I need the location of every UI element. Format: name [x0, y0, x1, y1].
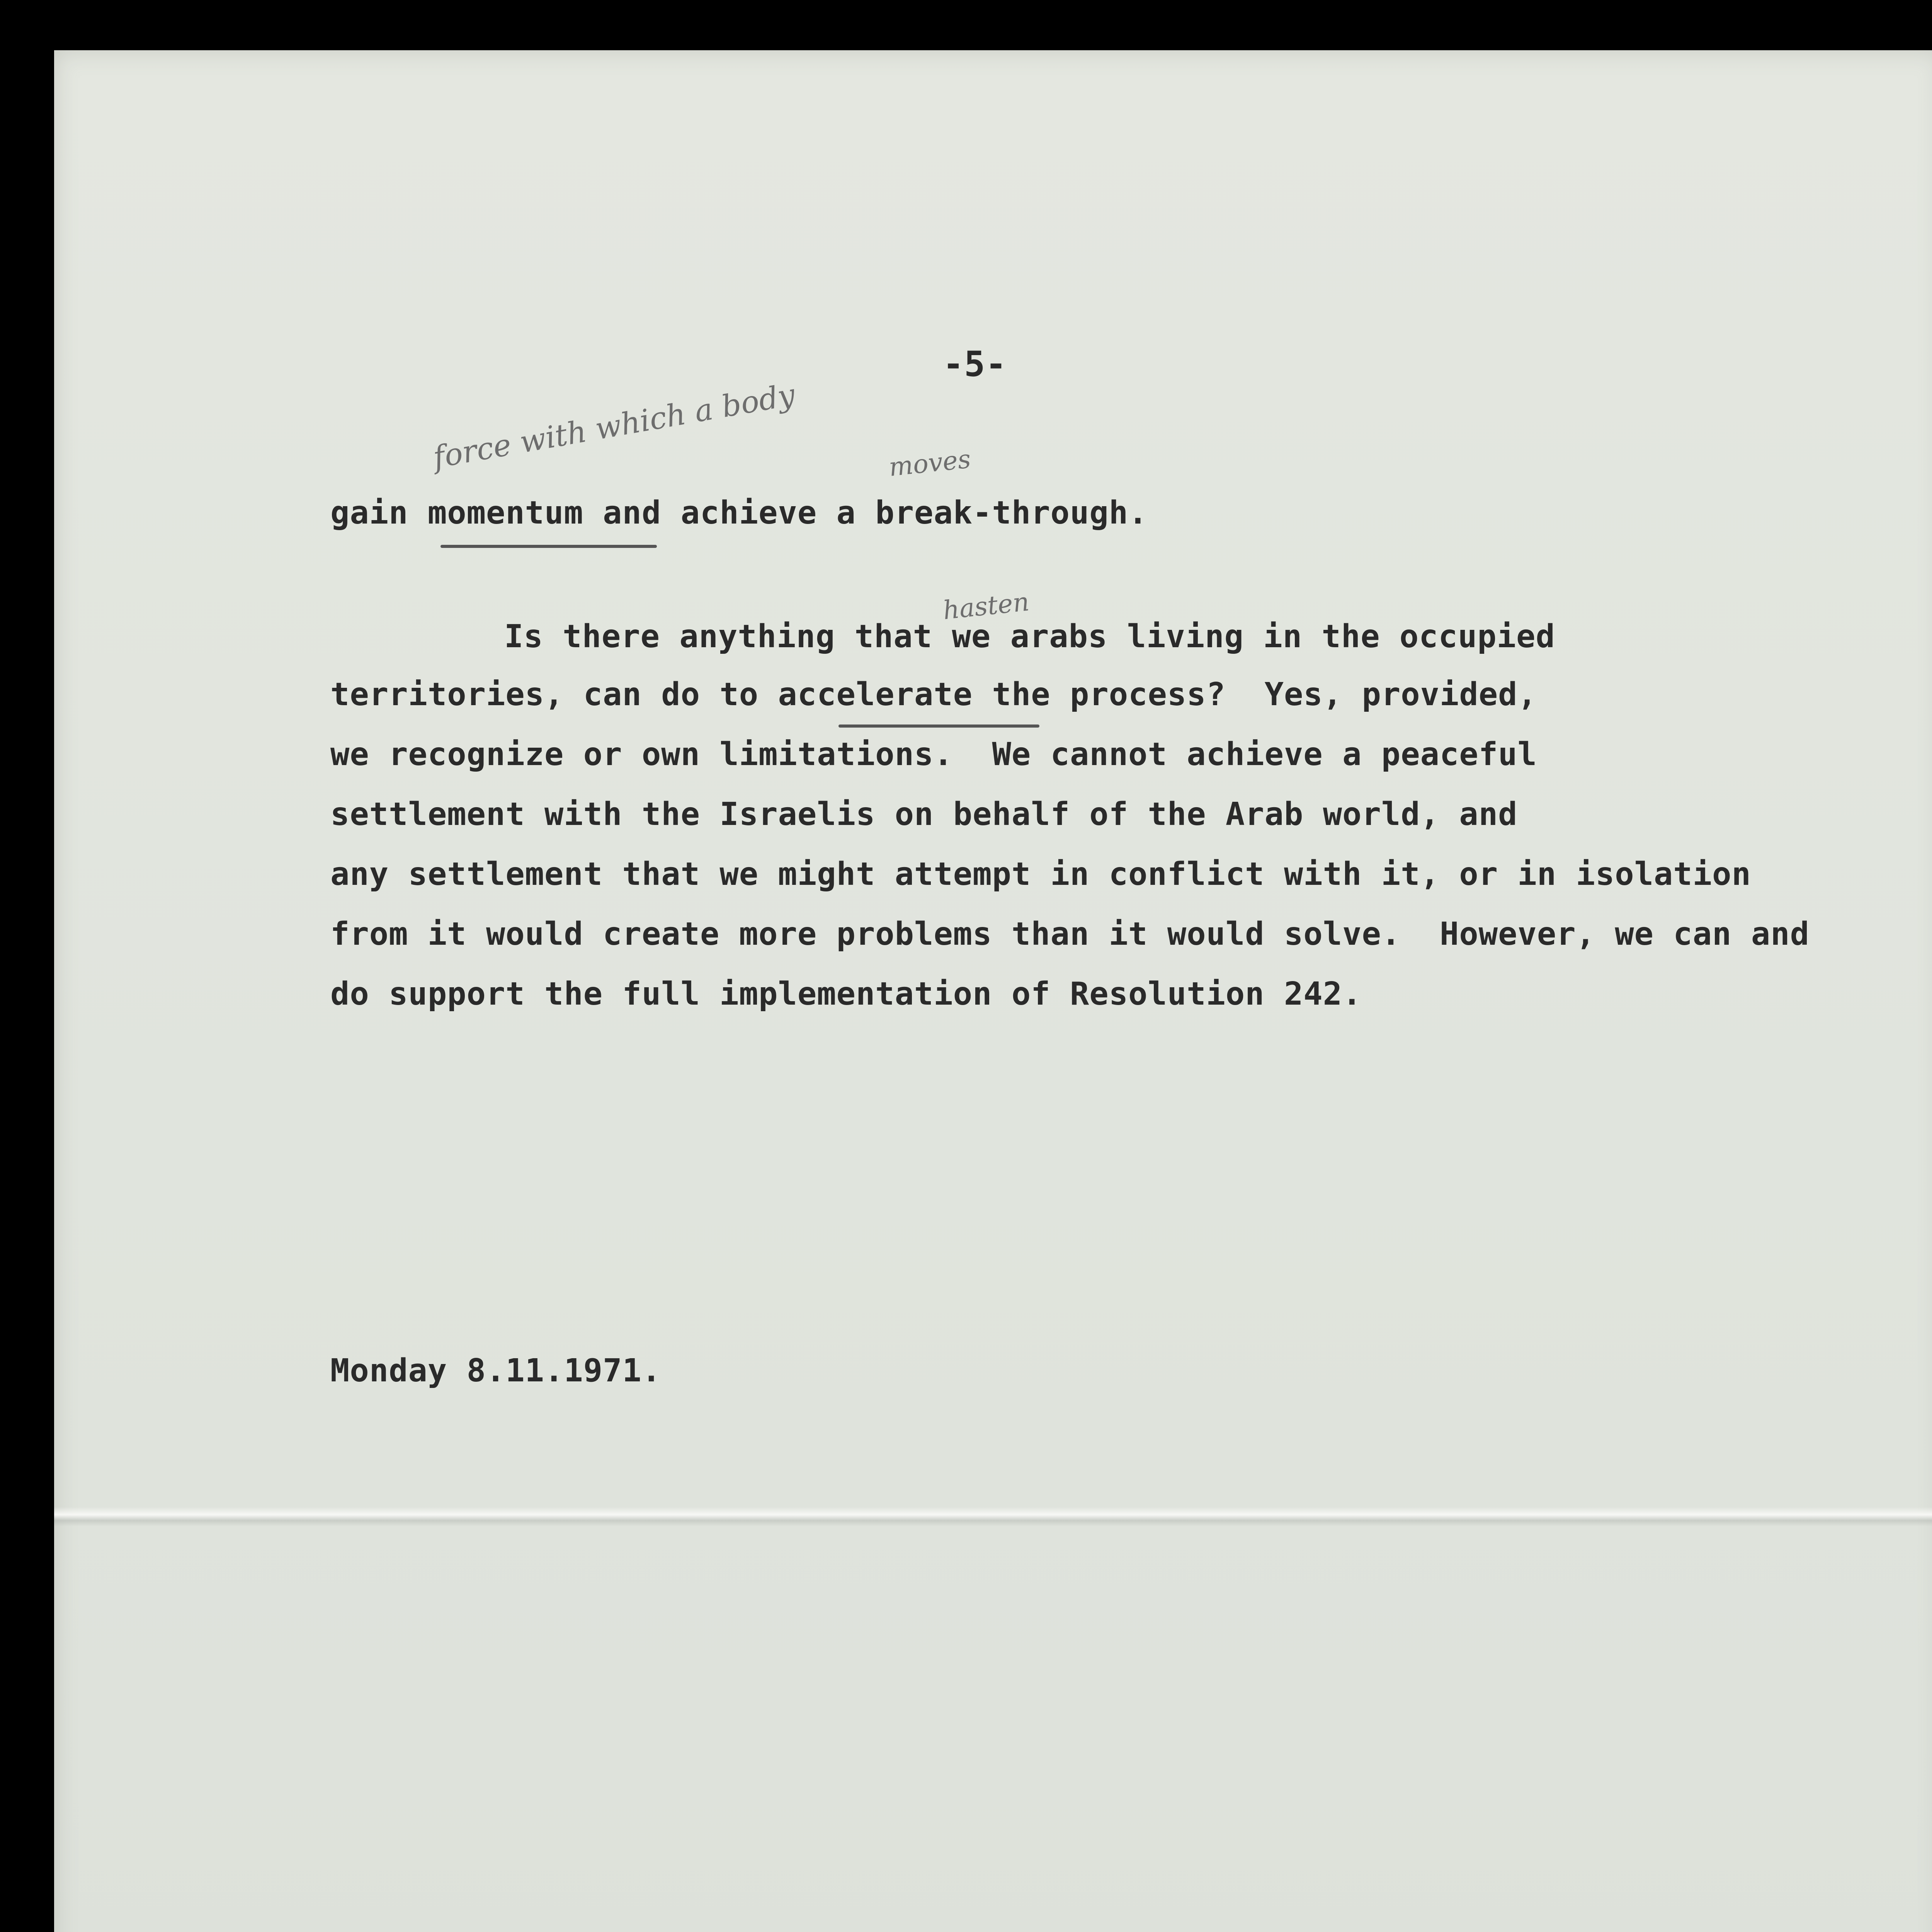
document-date: Monday 8.11.1971.: [330, 1352, 662, 1389]
body-line-7: from it would create more problems than it would solve. However, we can and: [330, 916, 1810, 952]
body-line-5: settlement with the Israelis on behalf of the Arab world, and: [330, 796, 1518, 833]
paper-fold-crease: [54, 1507, 1932, 1526]
pencil-underline-momentum: [440, 545, 657, 548]
body-line-6: any settlement that we might attempt in conflict with it, or in isolation: [330, 856, 1751, 893]
handwritten-note-hasten: hasten: [941, 587, 1031, 626]
pencil-underline-accelerate: [838, 724, 1039, 728]
handwritten-note-moves: moves: [887, 444, 972, 482]
body-line-1: gain momentum and achieve a break-through.: [330, 495, 1148, 531]
page-number: -5-: [943, 344, 1007, 384]
handwritten-note-momentum: force with which a body: [430, 377, 798, 475]
body-line-4: we recognize or own limitations. We cannot achieve a peaceful: [330, 736, 1537, 773]
body-line-3: territories, can do to accelerate the process? Yes, provided,: [330, 676, 1537, 713]
body-line-2: Is there anything that we arabs living in the occupied: [504, 618, 1555, 655]
body-line-8: do support the full implementation of Resolution 242.: [330, 976, 1362, 1012]
paper-sheet: [54, 50, 1932, 1932]
